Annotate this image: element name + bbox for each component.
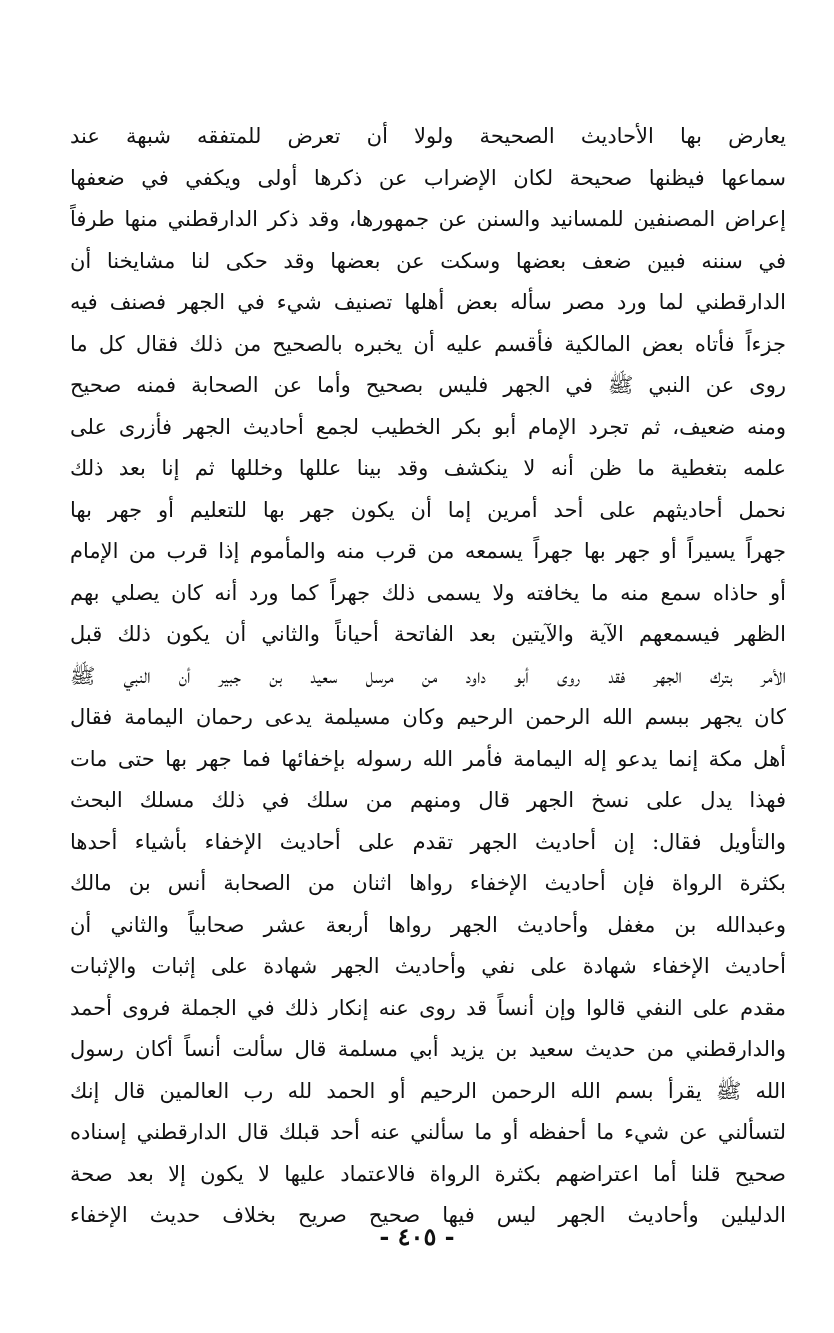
text-line: الدارقطني لما ورد مصر سأله بعض أهلها تصنيف شيء في الجهر فصنف فيه <box>70 290 786 314</box>
text-line: مقدم على النفي قالوا وإن أنساً قد روى عنه إنكار ذلك في الجملة فروى أحمد <box>70 995 786 1020</box>
text-line: الأمر بترك الجهر فقد روى أبو داود من مرسل سعيد بن جبير أن النبي ﷺ <box>70 663 786 688</box>
text-line: يعارض بها الأحاديث الصحيحة ولولا أن تعرض للمتفقه شبهة عند <box>70 124 786 148</box>
text-line: فهذا يدل على نسخ الجهر قال ومنهم من سلك في ذلك مسلك البحث <box>70 788 786 812</box>
text-line: نحمل أحاديثهم على أحد أمرين إما أن يكون جهر بها للتعليم أو جهر بها <box>70 497 786 522</box>
text-line: علمه بتغطية ما ظن أنه لا ينكشف وقد بينا عللها وخللها ثم إنا بعد ذلك <box>70 456 786 480</box>
text-line: والدارقطني من حديث سعيد بن يزيد أبي مسلمة قال سألت أنساً أكان رسول <box>70 1037 786 1061</box>
text-line: أحاديث الإخفاء شهادة على نفي وأحاديث الجهر شهادة على إثبات والإثبات <box>70 954 786 978</box>
text-line: كان يجهر ببسم الله الرحمن الرحيم وكان مسيلمة يدعى رحمان اليمامة فقال <box>70 705 786 729</box>
text-line: وعبدالله بن مغفل وأحاديث الجهر رواها أربعة عشر صحابياً والثاني أن <box>70 912 786 937</box>
text-line: والتأويل فقال: إن أحاديث الجهر تقدم على أحاديث الإخفاء بأشياء أحدها <box>70 829 786 854</box>
text-line: روى عن النبي ﷺ في الجهر فليس بصحيح وأما عن الصحابة فمنه صحيح <box>70 373 786 397</box>
text-line: أهل مكة إنما يدعو إله اليمامة فأمر الله رسوله بإخفائها فما جهر بها حتى مات <box>70 746 786 771</box>
text-line: ومنه ضعيف، ثم تجرد الإمام أبو بكر الخطيب لجمع أحاديث الجهر فأزرى على <box>70 414 786 439</box>
text-line: جهراً يسيراً أو جهر بها جهراً يسمعه من قرب منه والمأموم إذا قرب من الإمام <box>70 539 786 563</box>
page-number: - ٤٠٥ - <box>379 1222 455 1251</box>
text-line: إعراض المصنفين للمسانيد والسنن عن جمهورها، وقد ذكر الدارقطني منها طرفاً <box>70 207 786 231</box>
body-text <box>70 116 786 1237</box>
text-line: أو حاذاه سمع منه ما يخافته ولا يسمى ذلك جهراً كما ورد أنه كان يصلي بهم <box>70 580 786 605</box>
text-line: لتسألني عن شيء ما أحفظه أو ما سألني عنه أحد قبلك قال الدارقطني إسناده <box>70 1120 786 1144</box>
text-line: الظهر فيسمعهم الآية والآيتين بعد الفاتحة أحياناً والثاني أن يكون ذلك قبل <box>70 622 786 646</box>
text-line: صحيح قلنا أما اعتراضهم بكثرة الرواة فالاعتماد عليها لا يكون إلا بعد صحة <box>70 1161 786 1186</box>
text-line: الدليلين وأحاديث الجهر ليس فيها صحيح صريح بخلاف حديث الإخفاء <box>70 1203 786 1227</box>
text-line: سماعها فيظنها صحيحة لكان الإضراب عن ذكرها أولى ويكفي في ضعفها <box>70 165 786 190</box>
text-line: بكثرة الرواة فإن أحاديث الإخفاء رواها اثنان من الصحابة أنس بن مالك <box>70 871 786 895</box>
text-line: الله ﷺ يقرأ بسم الله الرحمن الرحيم أو الحمد لله رب العالمين قال إنك <box>70 1078 786 1103</box>
text-line: جزءاً فأتاه بعض المالكية فأقسم عليه أن يخبره بالصحيح من ذلك فقال كل ما <box>70 331 786 356</box>
text-line: في سننه فبين ضعف بعضها وسكت عن بعضها وقد حكى لنا مشايخنا أن <box>70 248 786 273</box>
